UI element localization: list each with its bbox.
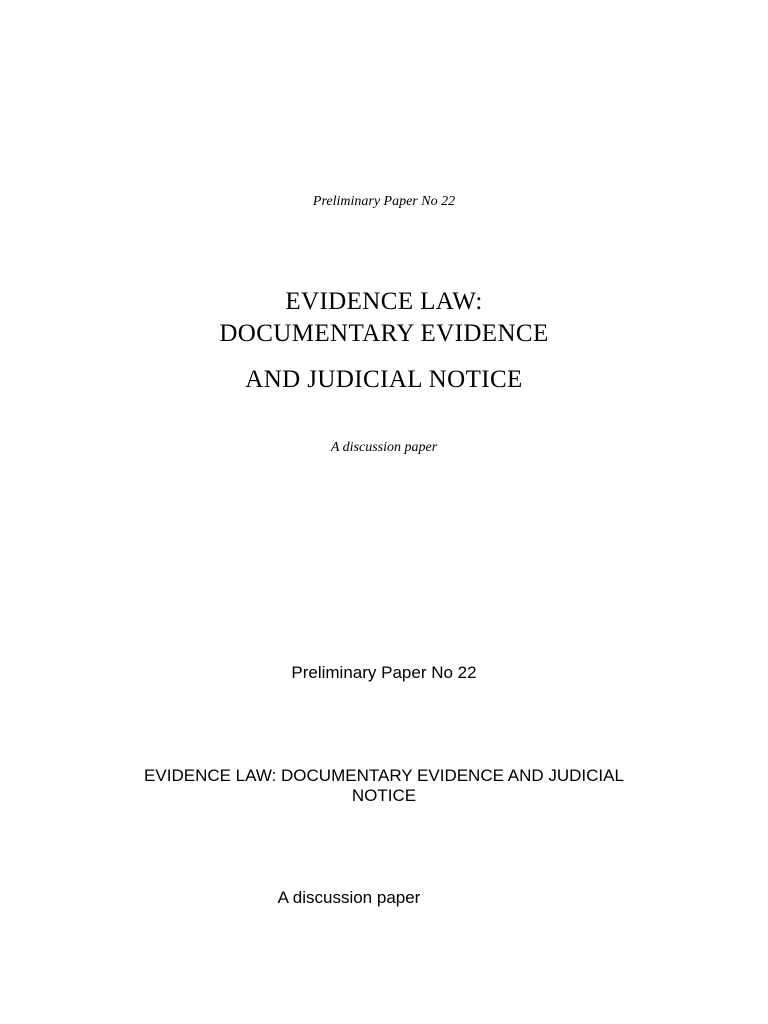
preliminary-paper-subtitle: Preliminary Paper No 22 (312, 194, 456, 209)
title-plain-line-2: NOTICE (351, 786, 417, 805)
discussion-paper-tagline: A discussion paper (330, 440, 438, 455)
title-line-2: DOCUMENTARY EVIDENCE (219, 320, 549, 347)
title-plain-line-1: EVIDENCE LAW: DOCUMENTARY EVIDENCE AND JUDICIAL (144, 766, 624, 785)
title-line-1: EVIDENCE LAW: (285, 288, 483, 315)
preliminary-paper-subtitle-plain: Preliminary Paper No 22 (291, 663, 477, 682)
title-line-3: AND JUDICIAL NOTICE (245, 366, 523, 393)
discussion-paper-tagline-plain: A discussion paper (277, 888, 421, 907)
